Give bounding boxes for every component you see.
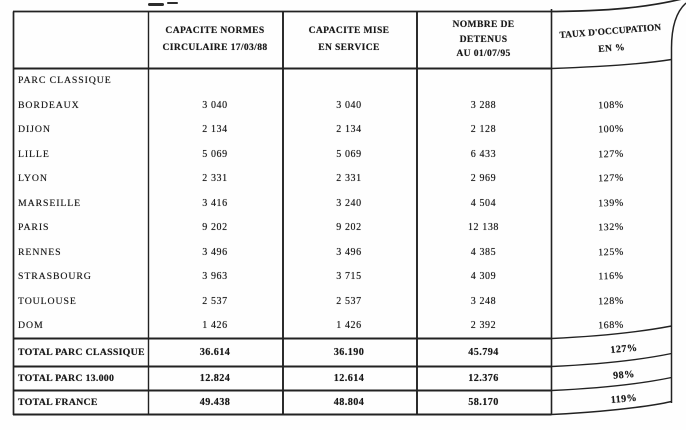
header-line: EN % (597, 41, 626, 55)
cell-taux: 127% (597, 148, 625, 161)
row-label: LILLE (18, 148, 50, 160)
total-label: TOTAL PARC 13.000 (18, 373, 115, 384)
cell-capacite-normes: 49.438 (199, 397, 231, 409)
header-line: CAPACITE NORMES (165, 24, 265, 36)
cell-taux: 127% (597, 172, 625, 185)
cell-detenus: 4 385 (470, 246, 497, 258)
total-label: TOTAL FRANCE (18, 397, 98, 409)
header-taux-occupation (549, 6, 673, 73)
cell-taux: 108% (597, 99, 625, 112)
cell-taux: 100% (597, 123, 625, 136)
header-line: DETENUS (459, 33, 508, 45)
cell-capacite-normes: 2 537 (202, 295, 228, 307)
row-dijon (13, 118, 672, 143)
cell-taux: 116% (598, 270, 624, 283)
cell-detenus: 58.170 (468, 397, 499, 409)
row-total-parc-13000 (13, 367, 672, 391)
cell-taux: 98% (612, 368, 636, 382)
cell-capacite-service: 9 202 (336, 222, 362, 234)
cell-capacite-service: 48.804 (333, 397, 365, 409)
cell-detenus: 6 433 (470, 148, 497, 160)
table-header-row (13, 11, 672, 69)
header-line: CAPACITE MISE (308, 24, 390, 36)
cell-capacite-normes: 3 496 (202, 246, 228, 258)
header-capacite-mise-en-service (282, 11, 416, 69)
cell-detenus: 4 309 (470, 271, 497, 283)
cell-capacite-normes: 5 069 (202, 148, 228, 160)
row-marseille (13, 191, 672, 216)
row-label: PARIS (18, 222, 50, 234)
header-capacite-normes (148, 11, 282, 69)
cell-taux: 168% (597, 319, 625, 332)
cell-capacite-service: 2 331 (336, 173, 362, 185)
row-label: LYON (18, 173, 48, 185)
cell-detenus: 2 392 (470, 320, 497, 332)
row-label: STRASBOURG (18, 271, 92, 283)
capacity-table (13, 11, 672, 415)
cell-capacite-normes: 12.824 (199, 373, 231, 384)
header-line: EN SERVICE (318, 41, 380, 53)
header-nombre-detenus (416, 11, 551, 69)
cell-capacite-service: 36.190 (333, 346, 365, 358)
row-label: DOM (18, 320, 44, 332)
header-empty-cell (13, 11, 148, 69)
cell-capacite-service: 2 537 (336, 295, 362, 307)
row-lyon (13, 167, 672, 192)
cell-taux: 127% (609, 342, 638, 356)
cell-capacite-service: 3 496 (336, 246, 362, 258)
row-total-parc-classique (13, 338, 672, 367)
cell-capacite-service: 3 040 (336, 99, 362, 111)
row-label: MARSEILLE (18, 197, 82, 209)
row-paris (13, 216, 672, 241)
cell-taux: 125% (597, 246, 625, 259)
cell-taux: 139% (597, 197, 625, 210)
header-line: NOMBRE DE (452, 19, 515, 31)
row-bordeaux (13, 93, 672, 118)
cell-taux: 132% (597, 221, 625, 234)
cell-capacite-service: 1 426 (336, 320, 362, 332)
cell-capacite-service: 12.614 (333, 373, 365, 384)
total-label: TOTAL PARC CLASSIQUE (18, 346, 145, 358)
cell-capacite-service: 3 715 (336, 271, 362, 283)
section-label: PARC CLASSIQUE (18, 75, 112, 87)
cell-capacite-normes: 36.614 (199, 346, 231, 358)
cell-detenus: 12.376 (468, 373, 499, 384)
header-line: CIRCULAIRE 17/03/88 (162, 41, 268, 53)
cell-capacite-normes: 3 963 (202, 271, 228, 283)
row-rennes (13, 240, 672, 265)
cell-capacite-normes: 2 134 (202, 124, 228, 136)
row-dom (13, 314, 672, 339)
cell-capacite-normes: 9 202 (202, 222, 228, 234)
cell-capacite-service: 2 134 (336, 124, 362, 136)
row-strasbourg (13, 265, 672, 290)
row-toulouse (13, 289, 672, 314)
row-label: TOULOUSE (18, 295, 77, 307)
header-line: TAUX D'OCCUPATION (559, 23, 662, 42)
cell-capacite-service: 5 069 (336, 148, 362, 160)
cell-capacite-normes: 1 426 (202, 320, 228, 332)
cell-detenus: 2 969 (470, 173, 497, 185)
row-label: RENNES (18, 246, 62, 258)
cell-detenus: 12 138 (467, 222, 500, 234)
cell-taux: 119% (610, 392, 638, 407)
cell-detenus: 2 128 (470, 124, 497, 136)
cell-detenus: 3 248 (470, 295, 497, 307)
row-total-france (13, 391, 672, 416)
row-label: DIJON (18, 124, 51, 136)
cell-capacite-normes: 3 040 (202, 99, 228, 111)
cell-detenus: 4 504 (470, 197, 497, 209)
cell-capacite-normes: 3 416 (202, 197, 228, 209)
row-lille (13, 142, 672, 167)
row-parc-classique-section (13, 69, 672, 94)
row-label: BORDEAUX (18, 99, 80, 111)
cell-detenus: 45.794 (468, 346, 499, 358)
cell-capacite-service: 3 240 (336, 197, 362, 209)
header-line: AU 01/07/95 (456, 47, 511, 59)
cell-detenus: 3 288 (470, 99, 497, 111)
cell-taux: 128% (597, 295, 625, 308)
cell-capacite-normes: 2 331 (202, 173, 228, 185)
